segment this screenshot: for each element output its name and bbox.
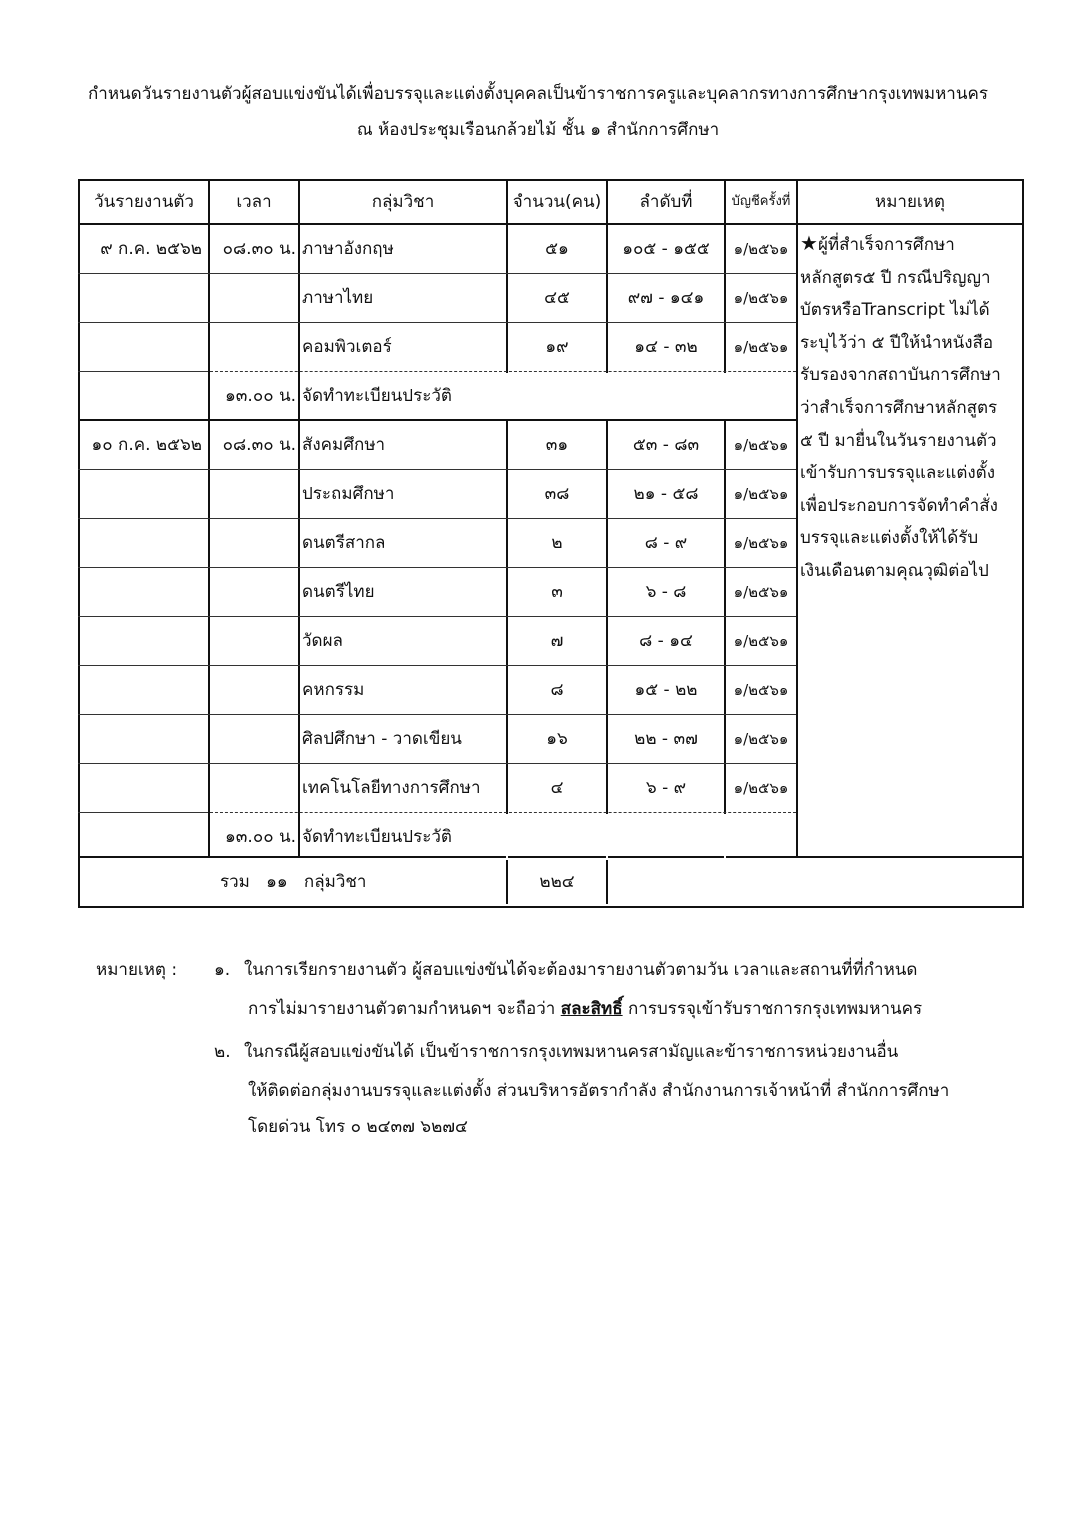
- cell-order: ๑๐๕ - ๑๕๕: [622, 239, 710, 259]
- cell-date: [78, 470, 208, 518]
- note1-line1: ในการเรียกรายงานตัว ผู้สอบแข่งขันได้จะต้องมารายงานตัวตามวัน เวลาและสถานที่ที่กำหนด: [244, 960, 918, 980]
- cell-time: [210, 764, 298, 812]
- cell-account: ๑/๒๕๖๑: [733, 779, 789, 797]
- remark-line: บัตรหรือTranscript ไม่ได้: [800, 300, 990, 321]
- cell-date: [78, 568, 208, 616]
- cell-registration: จัดทำทะเบียนประวัติ: [302, 827, 452, 847]
- remark-text: [800, 227, 1018, 588]
- cell-account: ๑/๒๕๖๑: [733, 436, 789, 454]
- cell-account: ๑/๒๕๖๑: [733, 681, 789, 699]
- remark-line: ว่าสำเร็จการศึกษาหลักสูตร: [800, 397, 998, 418]
- cell-date: [78, 764, 208, 812]
- cell-subject: วัดผล: [302, 631, 343, 651]
- cell-order: ๙๗ - ๑๔๑: [627, 288, 705, 308]
- notes-heading: หมายเหตุ :: [96, 960, 178, 980]
- cell-time: [210, 323, 298, 371]
- cell-count: ๘: [550, 680, 564, 700]
- note2-line3: โดยด่วน โทร ๐ ๒๔๓๗ ๖๒๗๔: [248, 1117, 468, 1137]
- cell-count: ๓๑: [545, 435, 569, 455]
- cell-time: [210, 470, 298, 518]
- forfeit-text: สละสิทธิ์: [560, 999, 623, 1019]
- note2-line1: ในกรณีผู้สอบแข่งขันได้ เป็นข้าราชการกรุงเทพมหานครสามัญและข้าราชการหน่วยงานอื่น: [244, 1042, 899, 1062]
- star-icon: ★: [800, 231, 818, 255]
- cell-count: ๒: [551, 533, 563, 553]
- cell-date: [78, 372, 208, 420]
- cell-date: [78, 323, 208, 371]
- cell-date: ๑๐ ก.ค. ๒๕๖๒: [91, 435, 202, 455]
- cell-account: ๑/๒๕๖๑: [733, 338, 789, 356]
- total-count: ๒๒๔: [539, 872, 575, 892]
- cell-time: [210, 274, 298, 322]
- cell-date: [78, 813, 208, 861]
- cell-date: [78, 519, 208, 567]
- note2-number: ๒.: [214, 1042, 231, 1062]
- cell-subject: ศิลปศึกษา - วาดเขียน: [302, 729, 462, 749]
- cell-count: ๔: [550, 778, 564, 798]
- total-label: รวม ๑๑ กลุ่มวิชา: [220, 872, 367, 892]
- header-subject: กลุ่มวิชา: [371, 192, 435, 212]
- header-account: บัญชีครั้งที่: [731, 194, 791, 209]
- cell-account: ๑/๒๕๖๑: [733, 534, 789, 552]
- cell-count: ๕๑: [545, 239, 569, 259]
- cell-account: ๑/๒๕๖๑: [733, 289, 789, 307]
- cell-time: ๐๘.๓๐ น.: [222, 239, 296, 259]
- cell-time: [210, 666, 298, 714]
- cell-time: [210, 519, 298, 567]
- cell-subject: ดนตรีสากล: [302, 533, 386, 553]
- cell-order: ๖ - ๙: [645, 778, 687, 798]
- cell-order: ๒๑ - ๕๘: [633, 484, 699, 504]
- document-subtitle: ณ ห้องประชุมเรือนกล้วยไม้ ชั้น ๑ สำนักการศึกษา: [356, 120, 720, 140]
- note2-line2: ให้ติดต่อกลุ่มงานบรรจุและแต่งตั้ง ส่วนบริหารอัตรากำลัง สำนักงานการเจ้าหน้าที่ สำนักการศึกษา: [248, 1081, 950, 1101]
- cell-account: ๑/๒๕๖๑: [733, 583, 789, 601]
- remark-line: ★ผู้ที่สำเร็จการศึกษา: [800, 231, 955, 255]
- cell-count: ๓: [551, 582, 563, 602]
- remark-line: ระบุไว้ว่า ๕ ปีให้นำหนังสือ: [800, 332, 994, 353]
- cell-time: [210, 715, 298, 763]
- header-order: ลำดับที่: [639, 192, 693, 212]
- cell-order: ๑๕ - ๒๒: [634, 680, 698, 700]
- remark-line: เข้ารับการบรรจุและแต่งตั้ง: [800, 463, 996, 484]
- cell-count: ๗: [550, 631, 564, 651]
- cell-date: [78, 715, 208, 763]
- cell-time: [210, 617, 298, 665]
- cell-order: ๑๔ - ๓๒: [634, 337, 698, 357]
- cell-account: ๑/๒๕๖๑: [733, 632, 789, 650]
- cell-account: ๑/๒๕๖๑: [733, 485, 789, 503]
- document-title: กำหนดวันรายงานตัวผู้สอบแข่งขันได้เพื่อบรรจุและแต่งตั้งบุคคลเป็นข้าราชการครูและบุคลากรทางการศึกษากรุงเทพมหานคร: [88, 84, 988, 104]
- cell-subject: คอมพิวเตอร์: [302, 337, 392, 357]
- cell-subject: เทคโนโลยีทางการศึกษา: [302, 778, 481, 798]
- remark-line: ๕ ปี มายื่นในวันรายงานตัว: [800, 430, 997, 451]
- note1-number: ๑.: [214, 960, 231, 980]
- cell-count: ๓๘: [544, 484, 570, 504]
- cell-date: [78, 617, 208, 665]
- note1-line2: การไม่มารายงานตัวตามกำหนดฯ จะถือว่า สละสิทธิ์ การบรรจุเข้ารับราชการกรุงเทพมหานคร: [248, 999, 923, 1019]
- cell-account: ๑/๒๕๖๑: [733, 240, 789, 258]
- cell-count: ๑๙: [545, 337, 569, 357]
- cell-subject: ภาษาอังกฤษ: [302, 239, 394, 259]
- header-time: เวลา: [236, 192, 272, 212]
- cell-subject: สังคมศึกษา: [302, 435, 386, 455]
- cell-account: ๑/๒๕๖๑: [733, 730, 789, 748]
- cell-subject: คหกรรม: [302, 680, 365, 700]
- cell-order: ๘ - ๙: [644, 533, 688, 553]
- cell-date: [78, 666, 208, 714]
- cell-count: ๑๖: [546, 729, 568, 749]
- cell-order: ๕๓ - ๘๓: [632, 435, 700, 455]
- header-remark: หมายเหตุ: [875, 192, 945, 212]
- header-count: จำนวน(คน): [512, 192, 602, 212]
- remark-line: บรรจุและแต่งตั้งให้ได้รับ: [800, 528, 979, 549]
- cell-subject: ประถมศึกษา: [302, 484, 395, 504]
- remark-line: เพื่อประกอบการจัดทำคำสั่ง: [800, 495, 998, 516]
- header-date: วันรายงานตัว: [94, 192, 194, 212]
- remark-line: เงินเดือนตามคุณวุฒิต่อไป: [800, 560, 989, 581]
- cell-order: ๘ - ๑๔: [639, 631, 693, 651]
- remark-line: หลักสูตร๕ ปี กรณีปริญญา: [800, 267, 991, 288]
- cell-time: ๐๘.๓๐ น.: [222, 435, 296, 455]
- cell-order: ๖ - ๘: [645, 582, 687, 602]
- cell-time: ๑๓.๐๐ น.: [225, 827, 296, 847]
- cell-order: ๒๒ - ๓๗: [634, 729, 698, 749]
- cell-time: [210, 568, 298, 616]
- remark-line: รับรองจากสถาบันการศึกษา: [800, 365, 1001, 386]
- cell-time: ๑๓.๐๐ น.: [225, 386, 296, 406]
- cell-count: ๔๕: [544, 288, 570, 308]
- cell-registration: จัดทำทะเบียนประวัติ: [302, 386, 452, 406]
- cell-date: ๙ ก.ค. ๒๕๖๒: [100, 239, 202, 259]
- cell-subject: ภาษาไทย: [302, 288, 374, 308]
- schedule-table: [78, 179, 1024, 908]
- cell-date: [78, 274, 208, 322]
- cell-subject: ดนตรีไทย: [302, 582, 375, 602]
